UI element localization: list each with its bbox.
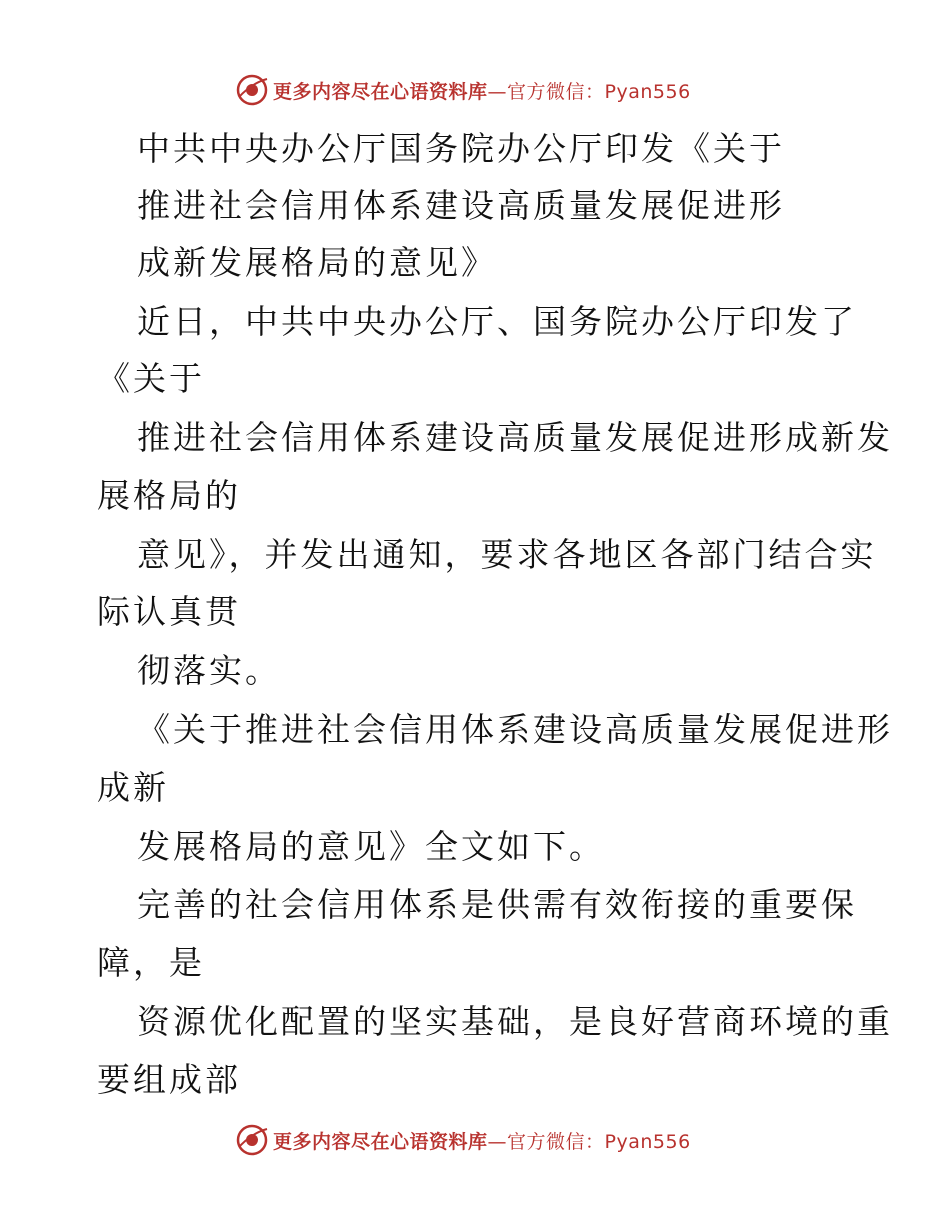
body-line: 《关于 bbox=[97, 359, 205, 398]
title-line-2: 推进社会信用体系建设高质量发展促进形 bbox=[137, 186, 785, 225]
body-line: 《关于推进社会信用体系建设高质量发展促进形 bbox=[137, 710, 893, 749]
body-line: 完善的社会信用体系是供需有效衔接的重要保 bbox=[137, 885, 857, 924]
body-line: 要组成部 bbox=[97, 1060, 241, 1099]
body-line: 意见》，并发出通知，要求各地区各部门结合实 bbox=[137, 535, 877, 574]
banner-lead: 更多内容尽在心语资料库 bbox=[273, 1130, 488, 1153]
title-line-1: 中共中央办公厅国务院办公厅印发《关于 bbox=[137, 129, 785, 168]
brand-logo-icon bbox=[235, 1123, 269, 1157]
body-line: 推进社会信用体系建设高质量发展促进形成新发 bbox=[137, 418, 893, 457]
body-line: 障，是 bbox=[97, 943, 205, 982]
body-line: 发展格局的意见》全文如下。 bbox=[137, 827, 605, 866]
banner-tail: —官方微信：Pyan556 bbox=[487, 1130, 691, 1153]
body-line: 彻落实。 bbox=[137, 651, 281, 690]
brand-logo-icon bbox=[235, 73, 269, 107]
banner-tail: —官方微信：Pyan556 bbox=[487, 80, 691, 103]
header-watermark bbox=[235, 72, 691, 108]
body-line: 资源优化配置的坚实基础，是良好营商环境的重 bbox=[137, 1002, 893, 1041]
banner-lead: 更多内容尽在心语资料库 bbox=[273, 80, 488, 103]
body-line: 近日，中共中央办公厅、国务院办公厅印发了 bbox=[137, 302, 857, 341]
body-line: 成新 bbox=[97, 768, 169, 807]
title-line-3: 成新发展格局的意见》 bbox=[137, 243, 497, 282]
footer-watermark bbox=[235, 1122, 691, 1158]
body-line: 际认真贯 bbox=[97, 592, 241, 631]
body-line: 展格局的 bbox=[97, 476, 241, 515]
